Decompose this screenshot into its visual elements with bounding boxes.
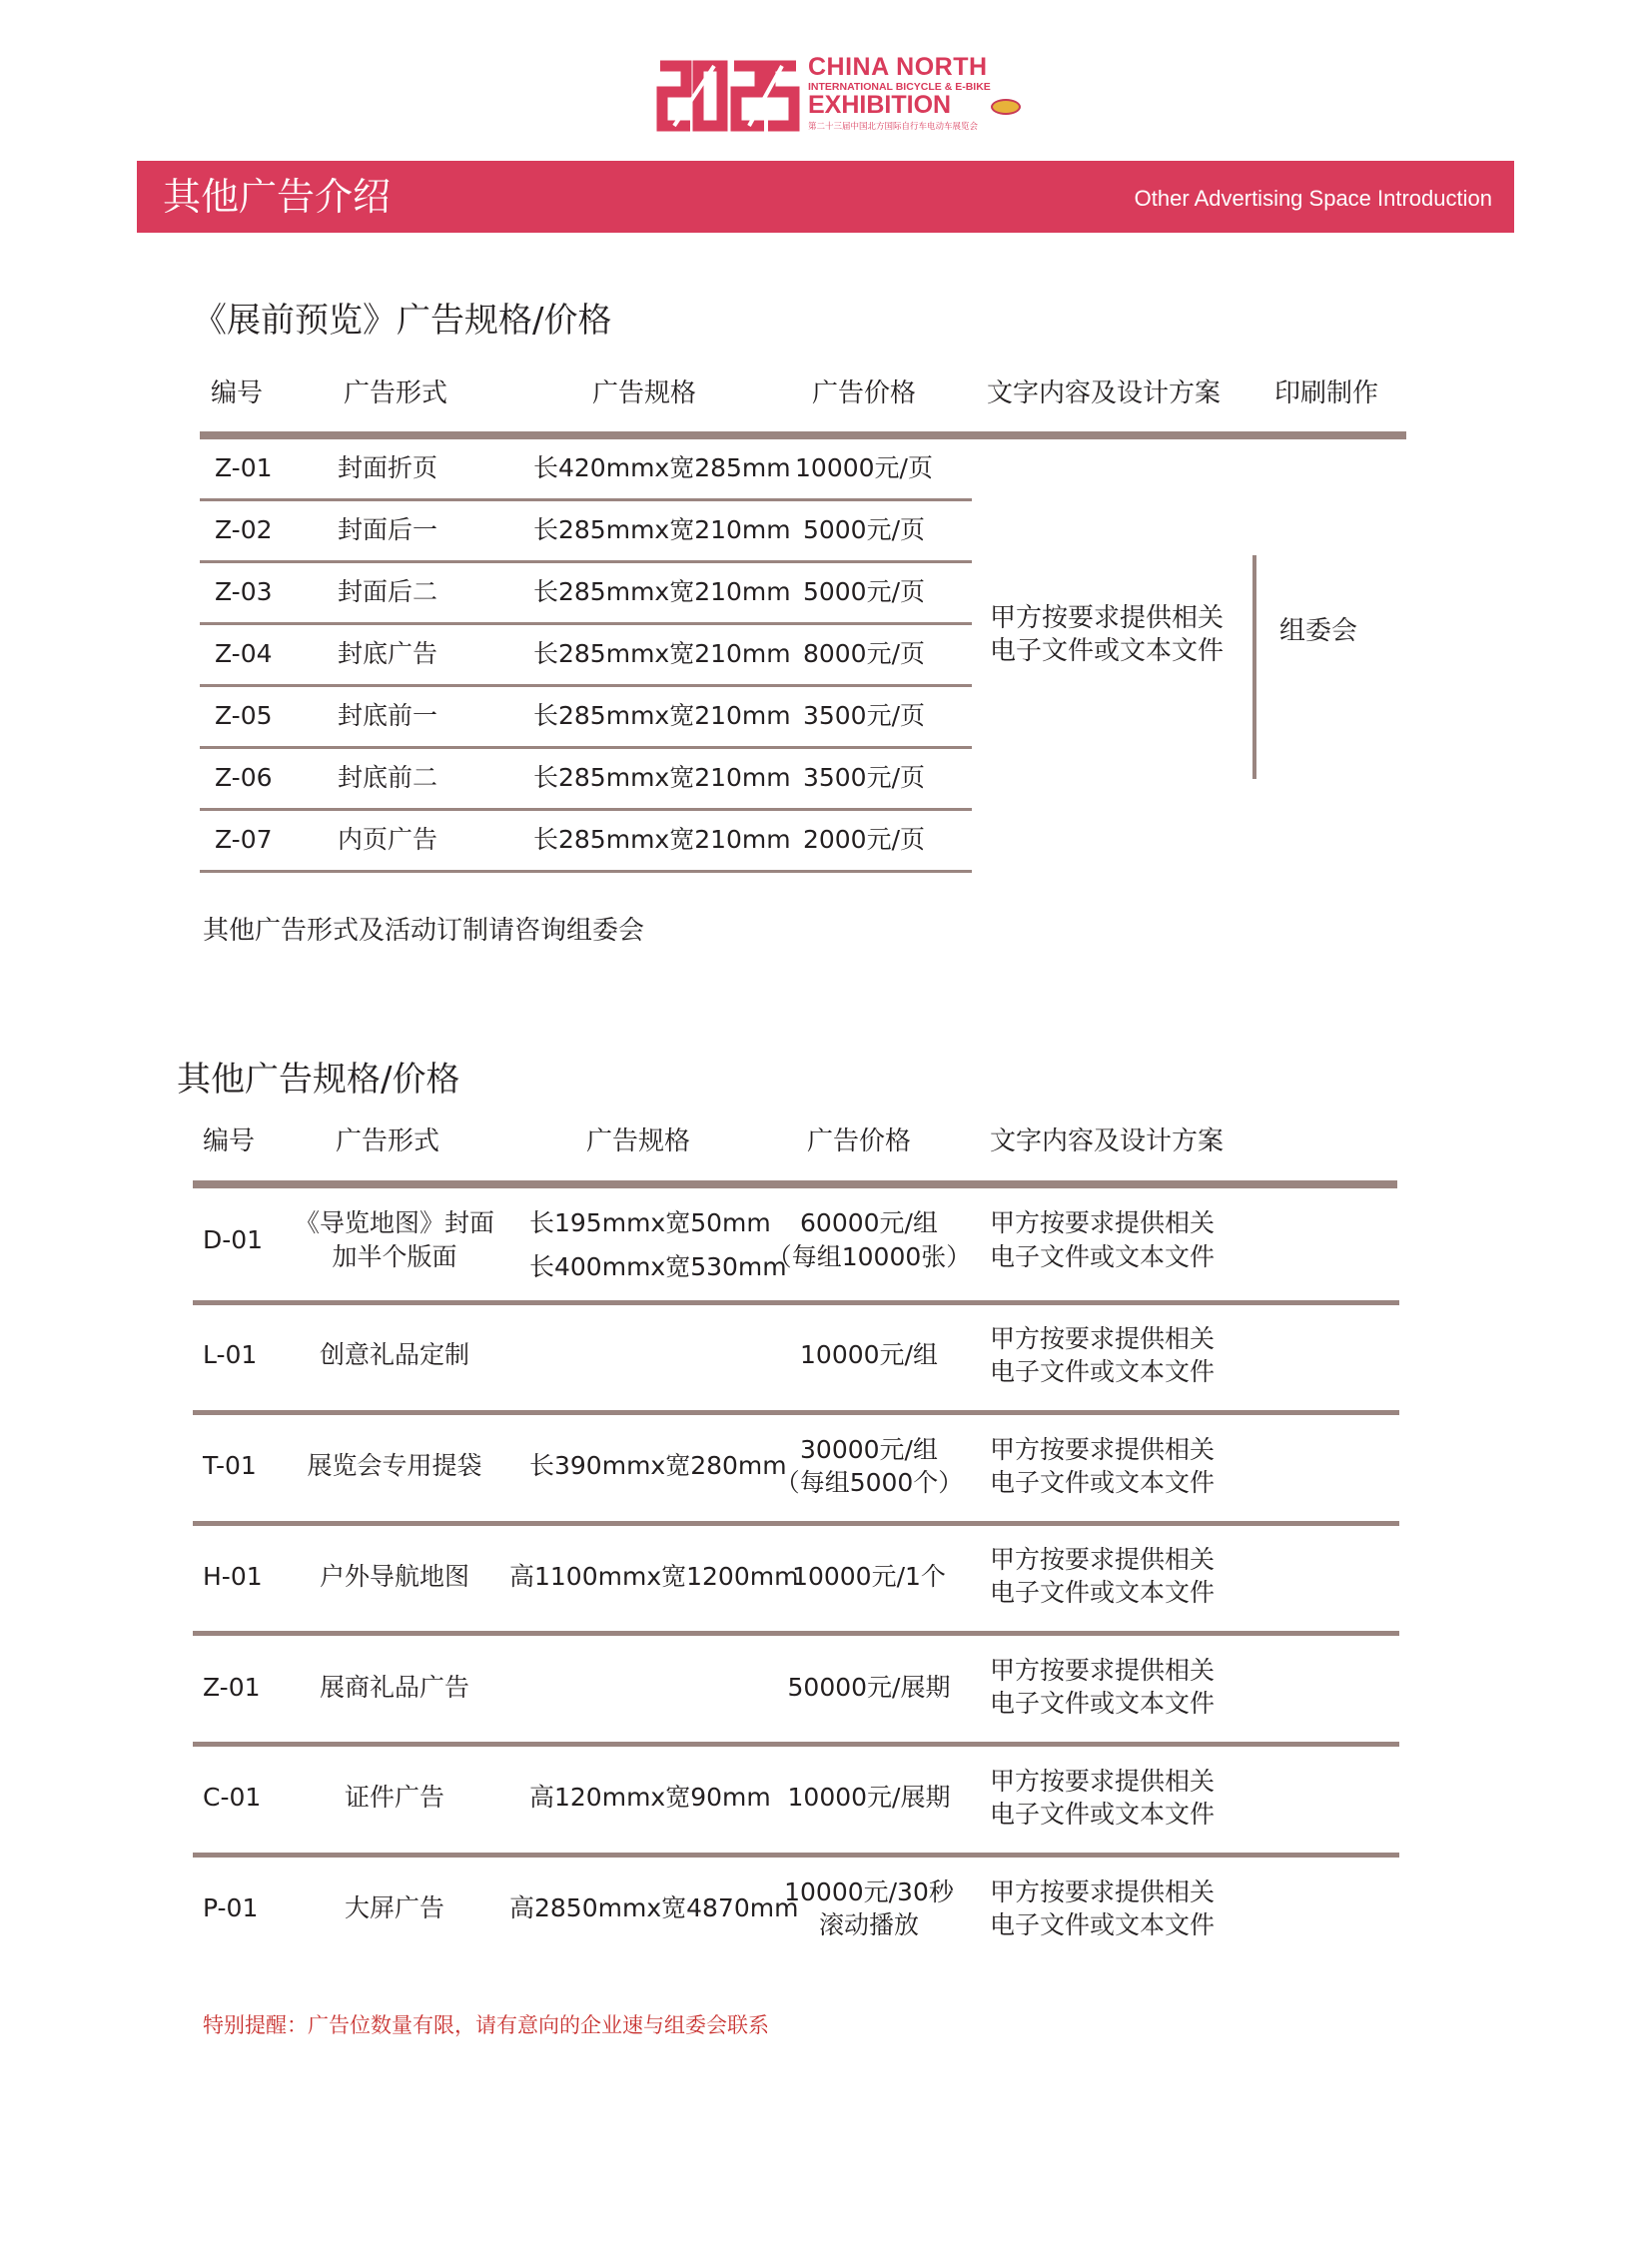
row-spec: 长285mmx宽210mm — [533, 763, 791, 792]
logo-year-mark — [654, 52, 804, 134]
row-divider — [200, 684, 972, 687]
row-design-line2: 电子文件或文本文件 — [990, 1468, 1216, 1497]
row-divider — [200, 622, 972, 625]
row-form: 封面后一 — [338, 515, 438, 544]
row-design-line1: 甲方按要求提供相关 — [990, 1545, 1216, 1574]
row-form: 封面后二 — [338, 577, 438, 606]
row-design-line1: 甲方按要求提供相关 — [990, 1208, 1216, 1237]
row-code: Z-03 — [215, 577, 273, 606]
preview-header-spec: 广告规格 — [591, 378, 696, 408]
row-form: 内页广告 — [338, 825, 438, 854]
row-design-line2: 电子文件或文本文件 — [990, 1689, 1216, 1718]
row-design-line2: 电子文件或文本文件 — [990, 1910, 1216, 1939]
row-spec: 长285mmx宽210mm — [533, 577, 791, 606]
row-code: Z-01 — [203, 1673, 261, 1702]
logo-title: CHINA NORTH — [808, 53, 988, 81]
preview-header-form: 广告形式 — [344, 378, 448, 408]
row-form-line1: 创意礼品定制 — [319, 1340, 469, 1369]
row-price: 5000元/页 — [802, 577, 926, 606]
row-price: 2000元/页 — [802, 825, 926, 854]
row-price: 3500元/页 — [802, 763, 926, 792]
row-form: 封底广告 — [338, 639, 438, 668]
row-code: Z-02 — [215, 515, 273, 544]
row-form-line2: 加半个版面 — [332, 1242, 457, 1271]
other-header-spec: 广告规格 — [585, 1126, 690, 1156]
row-price-line1: 10000元/组 — [800, 1340, 938, 1369]
banner-subtitle: Other Advertising Space Introduction — [1134, 186, 1492, 211]
row-divider — [200, 746, 972, 749]
row-design-line1: 甲方按要求提供相关 — [990, 1877, 1216, 1906]
row-form-line1: 展商礼品广告 — [319, 1673, 469, 1702]
row-divider — [200, 498, 972, 501]
row-code: D-01 — [203, 1225, 264, 1254]
exhibition-logo — [654, 52, 1004, 134]
row-divider — [193, 1521, 1399, 1526]
other-header-code: 编号 — [203, 1126, 256, 1156]
row-spec: 长285mmx宽210mm — [533, 825, 791, 854]
logo-badge-icon — [991, 99, 1021, 115]
row-spec: 长420mmx宽285mm — [533, 453, 791, 482]
preview-header-design: 文字内容及设计方案 — [987, 378, 1222, 408]
row-code: Z-07 — [215, 825, 273, 854]
row-divider — [193, 1300, 1399, 1305]
logo-chinese-name: 第二十三届中国北方国际自行车电动车展览会 — [808, 122, 979, 132]
preview-header-price: 广告价格 — [811, 378, 916, 408]
row-price-line1: 60000元/组 — [800, 1208, 938, 1237]
row-spec: 长285mmx宽210mm — [533, 639, 791, 668]
preview-column-divider — [1252, 555, 1256, 779]
other-section-title: 其他广告规格/价格 — [177, 1060, 460, 1100]
preview-header-code: 编号 — [211, 378, 264, 408]
row-price-line2: 滚动播放 — [818, 1910, 919, 1939]
row-design-line2: 电子文件或文本文件 — [990, 1242, 1216, 1271]
row-price: 8000元/页 — [802, 639, 926, 668]
row-design-line1: 甲方按要求提供相关 — [990, 1324, 1216, 1353]
row-code: L-01 — [203, 1340, 258, 1369]
row-form-line1: 证件广告 — [344, 1783, 444, 1812]
row-divider — [193, 1631, 1399, 1636]
row-spec-line1: 高120mmx宽90mm — [529, 1783, 771, 1812]
row-code: Z-01 — [215, 453, 273, 482]
row-spec-line1: 高2850mmx宽4870mm — [509, 1893, 799, 1922]
row-code: H-01 — [203, 1562, 263, 1591]
row-design-line2: 电子文件或文本文件 — [990, 1357, 1216, 1386]
row-code: C-01 — [203, 1783, 262, 1812]
row-form-line1: 大屏广告 — [344, 1893, 444, 1922]
section-banner — [137, 161, 1514, 233]
row-spec-line1: 高1100mmx宽1200mm — [509, 1562, 799, 1591]
other-header-rule — [193, 1180, 1397, 1188]
row-price-line1: 50000元/展期 — [787, 1673, 951, 1702]
row-divider — [200, 870, 972, 873]
row-price-line2: （每组10000张） — [766, 1242, 972, 1271]
row-spec-line2: 长400mmx宽530mm — [529, 1252, 787, 1281]
preview-header-rule — [200, 431, 1406, 439]
row-code: Z-04 — [215, 639, 273, 668]
logo-exhibition: EXHIBITION — [808, 91, 952, 119]
preview-design-line1: 甲方按要求提供相关 — [990, 603, 1225, 633]
row-price-line1: 10000元/展期 — [787, 1783, 951, 1812]
preview-section-title: 《展前预览》广告规格/价格 — [193, 301, 612, 341]
row-divider — [193, 1853, 1399, 1858]
row-price: 10000元/页 — [795, 453, 933, 482]
row-code: P-01 — [203, 1893, 259, 1922]
row-price: 3500元/页 — [802, 701, 926, 730]
preview-design-line2: 电子文件或文本文件 — [990, 636, 1225, 666]
row-divider — [193, 1410, 1399, 1415]
row-form-line1: 户外导航地图 — [319, 1562, 469, 1591]
row-form: 封面折页 — [338, 453, 438, 482]
other-header-price: 广告价格 — [806, 1126, 911, 1156]
preview-note: 其他广告形式及活动订制请咨询组委会 — [203, 916, 645, 946]
preview-header-printing: 印刷制作 — [1274, 378, 1379, 408]
logo-subtitle: INTERNATIONAL BICYCLE & E-BIKE — [808, 81, 991, 93]
row-form-line1: 《导览地图》封面 — [294, 1208, 494, 1237]
row-form: 封底前二 — [338, 763, 438, 792]
row-design-line2: 电子文件或文本文件 — [990, 1800, 1216, 1829]
row-price-line1: 10000元/1个 — [792, 1562, 946, 1591]
row-spec-line1: 长390mmx宽280mm — [529, 1451, 787, 1480]
row-design-line2: 电子文件或文本文件 — [990, 1578, 1216, 1607]
other-header-form: 广告形式 — [336, 1126, 440, 1156]
row-form-line1: 展览会专用提袋 — [307, 1451, 482, 1480]
row-spec: 长285mmx宽210mm — [533, 701, 791, 730]
special-reminder: 特别提醒：广告位数量有限，请有意向的企业速与组委会联系 — [203, 2013, 769, 2037]
row-design-line1: 甲方按要求提供相关 — [990, 1767, 1216, 1796]
row-divider — [200, 560, 972, 563]
row-design-line1: 甲方按要求提供相关 — [990, 1435, 1216, 1464]
row-code: Z-06 — [215, 763, 273, 792]
row-form: 封底前一 — [338, 701, 438, 730]
other-header-design: 文字内容及设计方案 — [990, 1126, 1225, 1156]
row-spec: 长285mmx宽210mm — [533, 515, 791, 544]
row-spec-line1: 长195mmx宽50mm — [529, 1208, 771, 1237]
row-price-line1: 30000元/组 — [800, 1435, 938, 1464]
row-divider — [200, 808, 972, 811]
row-divider — [193, 1742, 1399, 1747]
row-design-line1: 甲方按要求提供相关 — [990, 1656, 1216, 1685]
preview-printing: 组委会 — [1279, 616, 1358, 646]
row-code: Z-05 — [215, 701, 273, 730]
banner-title: 其他广告介绍 — [163, 175, 392, 219]
row-price: 5000元/页 — [802, 515, 926, 544]
row-price-line1: 10000元/30秒 — [784, 1877, 954, 1906]
row-code: T-01 — [203, 1451, 257, 1480]
row-price-line2: （每组5000个） — [774, 1468, 964, 1497]
